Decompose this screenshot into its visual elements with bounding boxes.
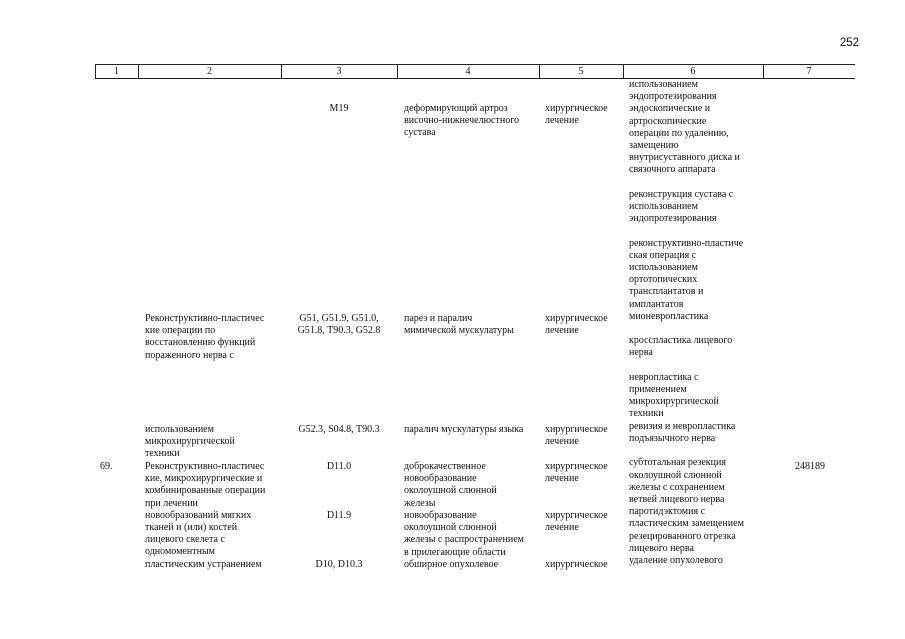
header-cell-6: 6 (690, 66, 696, 77)
page-number: 252 (839, 37, 859, 49)
table-cell: G51, G51.9, G51.0, G51.8, T90.3, G52.8 (297, 313, 381, 337)
table-cell: 69. (100, 461, 113, 472)
table-cell: хирургическое лечение (545, 103, 608, 127)
table-cell: D11.0 (326, 461, 352, 472)
table-cell: 248189 (795, 461, 825, 472)
table-cell: G52.3, S04.8, T90.3 (298, 424, 380, 435)
table-cell: D10, D10.3 (315, 559, 363, 570)
table-cell: обширное опухолевое (404, 559, 499, 570)
header-cell-7: 7 (806, 66, 812, 77)
table-cell: хирургическое (545, 559, 608, 570)
table-cell: D11.9 (326, 510, 352, 521)
header-cell-4: 4 (465, 66, 471, 77)
table-cell: M19 (329, 103, 349, 114)
table-cell: использованием микрохирургической техники (145, 424, 235, 460)
header-cell-5: 5 (578, 66, 584, 77)
table-header (95, 64, 855, 79)
table-cell: деформирующий артроз височно-нижнечелюстного сустава (404, 103, 520, 139)
table-cell: хирургическое лечение (545, 424, 608, 448)
table-cell: парез и паралич мимической мускулатуры (404, 313, 514, 337)
header-cell-3: 3 (336, 66, 342, 77)
table-cell: паралич мускулатуры языка (404, 424, 524, 435)
table-cell: хирургическое лечение (545, 461, 608, 485)
table-cell: хирургическое лечение (545, 510, 608, 534)
table-cell: Реконструктивно-пластичес кие операции по восстановлению функций пораженного нерва с (145, 313, 265, 361)
header-cell-2: 2 (207, 66, 212, 77)
table-cell: доброкачественное новообразование околоушной слюнной железы (404, 461, 497, 509)
table-cell: использованием эндопротезирования эндоскопические и артроскопические операции по удалению, замещению внутрисуставного диска и связочного аппарата реконструкция сустава с использованием эндопротезирования реконструктивно-пластиче ская операция с использованием ортотопических трансплантатов и имплантатов мионевропластика кросспластика лицевого нерва невропластика с применением микрохирургической техники ревизия и невропластика подъязычного нерва субтотальная резекция околоушной слюнной железы с сохранением ветвей лицевого нерва паротидэктомия с пластическим замещением резецированного отрезка лицевого нерва удаление опухолевого (629, 79, 744, 566)
header-cell-1: 1 (114, 66, 119, 77)
table-cell: новообразование околоушной слюнной железы с распространением в прилегающие области (404, 510, 524, 558)
table-cell: хирургическое лечение (545, 313, 608, 337)
table-cell: Реконструктивно-пластичес кие, микрохирургические и комбинированные операции при лечении новообразований мягких тканей и (или) костей лицевого скелета с одномоментным пластическим устранением (145, 461, 266, 570)
